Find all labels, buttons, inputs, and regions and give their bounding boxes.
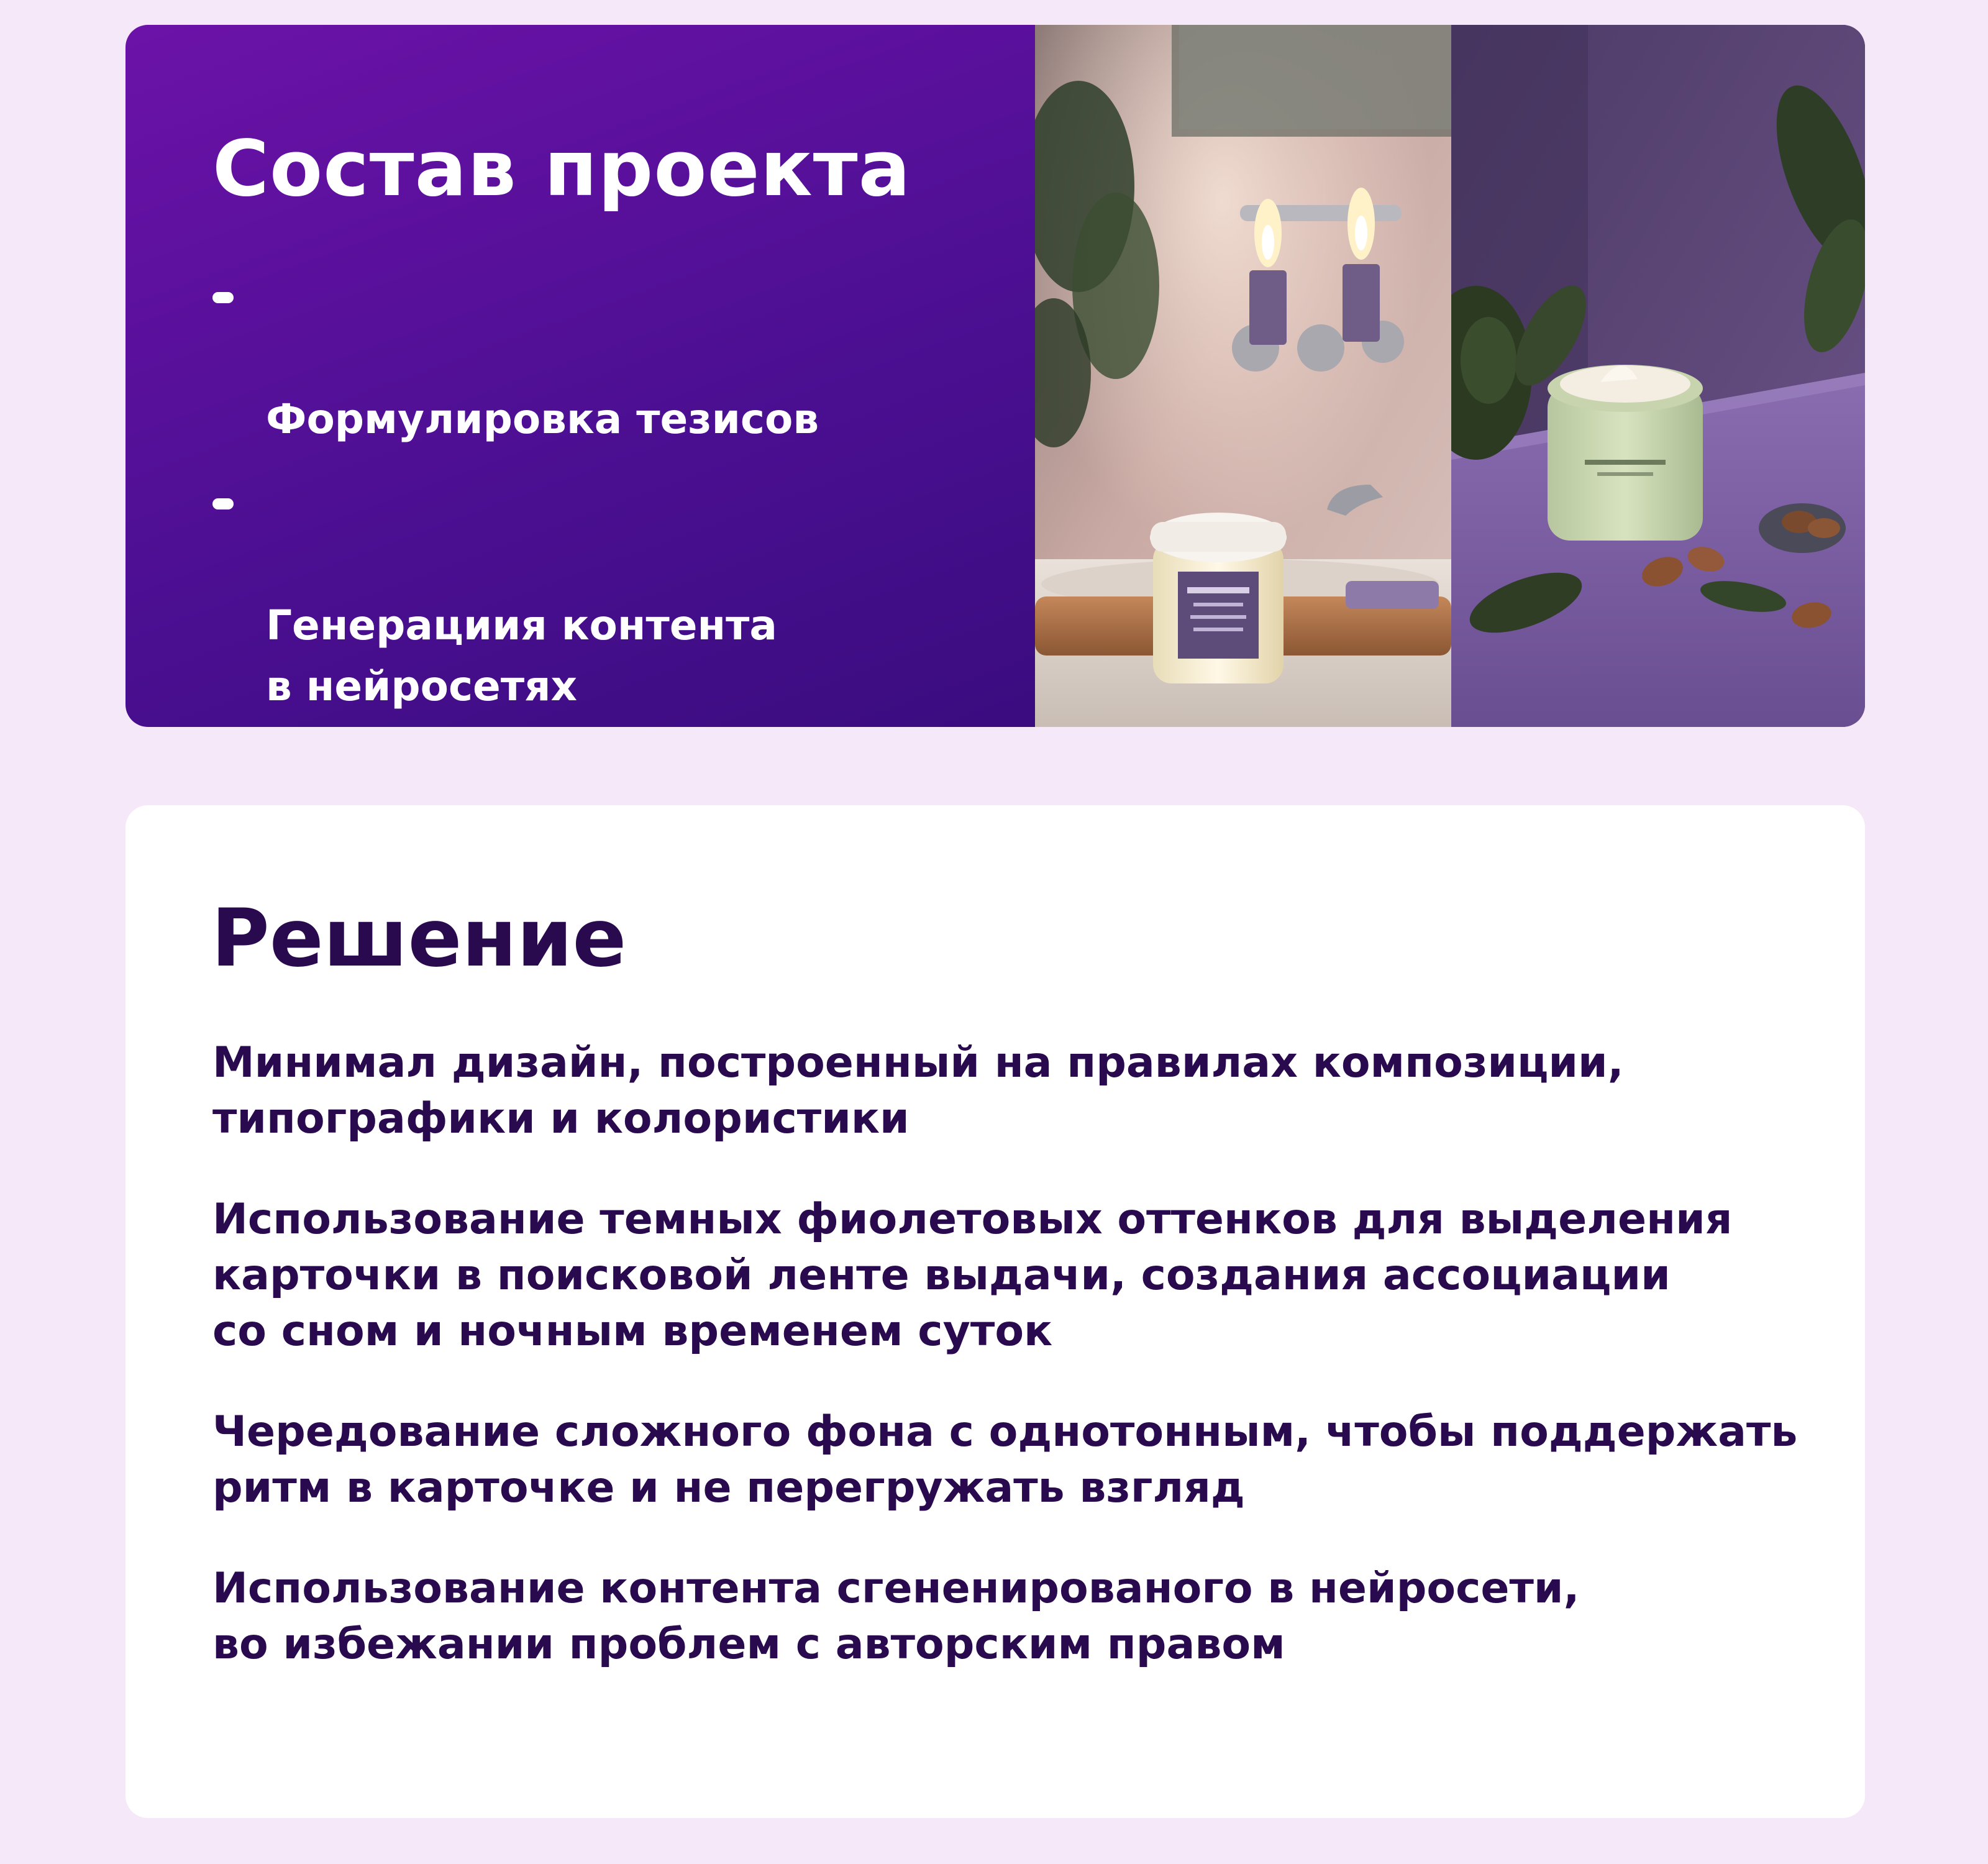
purple-table-cream-photo [1451, 25, 1865, 727]
solution-paragraph: Использование контента сгененированого в нейросети, во избежании проблем с авторским правом [212, 1564, 1580, 1669]
composition-item-label: Генерациия контента в нейросетях [266, 601, 777, 710]
bathroom-cream-photo [1035, 25, 1451, 727]
composition-item-label: Формулировка тезисов [266, 395, 819, 443]
bullet-icon [212, 498, 234, 509]
composition-item [212, 267, 918, 450]
bullet-icon [212, 292, 234, 303]
solution-paragraph: Минимал дизайн, построенный на правилах композиции, типографики и колористики [212, 1038, 1624, 1143]
solution-card [125, 805, 1865, 1818]
solution-paragraph: Использование темных фиолетовых оттенков для выделения карточки в поисковой ленте выдачи, создания ассоциации со сном и ночным временем суток [212, 1195, 1733, 1356]
product-photos [1035, 25, 1865, 727]
composition-item [212, 473, 918, 717]
composition-list [212, 267, 918, 727]
project-composition-card [125, 25, 1865, 727]
solution-list [212, 1035, 1803, 1717]
solution-paragraph: Чередование сложного фона с однотонным, чтобы поддержать ритм в карточке и не перегружать взгляд [212, 1407, 1798, 1512]
solution-title: Решение [211, 892, 627, 985]
composition-title: Состав проекта [212, 124, 911, 214]
